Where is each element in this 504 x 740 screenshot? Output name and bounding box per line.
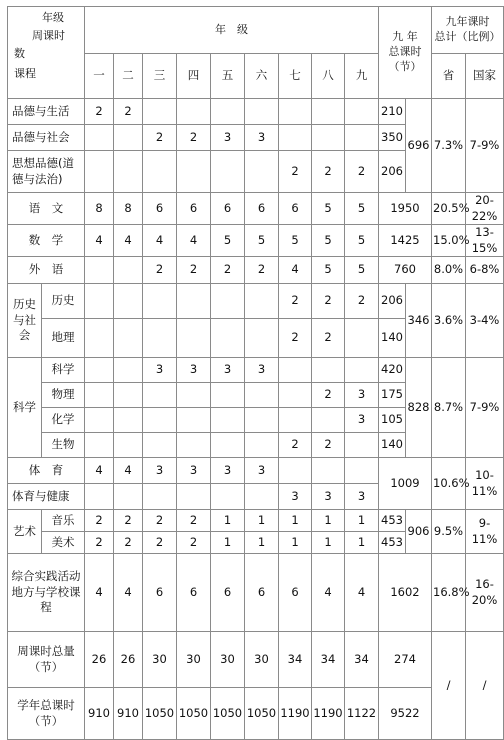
subject-label: 数 学 — [8, 225, 85, 257]
hours-cell: 2 — [312, 433, 345, 458]
hours-cell — [143, 484, 177, 510]
hours-cell: 5 — [211, 225, 245, 257]
hours-cell: 2 — [312, 319, 345, 358]
table-row — [8, 284, 504, 319]
subject-label: 体 育 — [8, 458, 85, 484]
subtotal-cell: 140 — [379, 433, 406, 458]
hours-cell — [143, 408, 177, 433]
hours-cell: 2 — [312, 284, 345, 319]
ratio-national-cell: 13-15% — [466, 225, 504, 257]
hours-cell — [279, 383, 312, 408]
hours-cell — [177, 383, 211, 408]
subject-label: 综合实践活动地方与学校课程 — [8, 554, 85, 632]
hours-cell — [312, 408, 345, 433]
grade-header: 六 — [245, 54, 279, 99]
hours-cell: 34 — [312, 632, 345, 688]
group-label: 科学 — [8, 358, 42, 458]
hours-cell — [177, 484, 211, 510]
hours-cell: 3 — [245, 358, 279, 383]
ratio-national-cell: 3-4% — [466, 284, 504, 358]
hours-cell: 8 — [114, 193, 143, 225]
hours-cell: 1190 — [312, 688, 345, 740]
group-sum-cell: 828 — [406, 358, 432, 458]
corner-header-cell — [8, 7, 85, 99]
hours-cell — [177, 284, 211, 319]
hours-cell — [279, 358, 312, 383]
hours-cell — [211, 319, 245, 358]
hours-cell — [143, 433, 177, 458]
total-hours-header — [379, 7, 432, 99]
ratio-national-cell: 6-8% — [466, 257, 504, 284]
hours-cell: 3 — [345, 408, 379, 433]
table-row — [8, 99, 504, 125]
hours-cell: 2 — [143, 510, 177, 532]
subtotal-cell: 206 — [379, 284, 406, 319]
ratio-national-header: 国家 — [466, 54, 504, 99]
total-hours-cell: 9522 — [379, 688, 432, 740]
hours-cell — [279, 458, 312, 484]
hours-cell: 3 — [177, 358, 211, 383]
hours-cell: 5 — [345, 225, 379, 257]
hours-cell: 34 — [279, 632, 312, 688]
hours-cell: 2 — [177, 510, 211, 532]
hours-cell: 5 — [312, 225, 345, 257]
hours-cell: 5 — [279, 225, 312, 257]
subject-label: 周课时总量（节） — [8, 632, 85, 688]
hours-cell: 26 — [114, 632, 143, 688]
hours-cell — [85, 484, 114, 510]
grade-header: 八 — [312, 54, 345, 99]
subtotal-cell: 140 — [379, 319, 406, 358]
subject-label: 历史 — [42, 284, 85, 319]
hours-cell: 6 — [245, 193, 279, 225]
hours-cell: 3 — [211, 125, 245, 151]
ratio-national-cell: 9-11% — [466, 510, 504, 554]
total-header-line-3: （节） — [388, 59, 422, 73]
hours-cell — [245, 99, 279, 125]
hours-cell: 4 — [85, 554, 114, 632]
hours-cell — [312, 358, 345, 383]
hours-cell — [345, 125, 379, 151]
hours-cell: 5 — [345, 257, 379, 284]
hours-cell — [211, 383, 245, 408]
ratio-province-cell: 3.6% — [432, 284, 466, 358]
ratio-province-cell: 20.5% — [432, 193, 466, 225]
ratio-header-line-2: 总计（比例） — [434, 30, 501, 43]
ratio-national-cell: 16-20% — [466, 554, 504, 632]
hours-cell — [143, 99, 177, 125]
hours-cell — [245, 484, 279, 510]
hours-cell — [177, 408, 211, 433]
subtotal-cell: 206 — [379, 151, 406, 193]
hours-cell — [177, 99, 211, 125]
hours-cell: 2 — [177, 532, 211, 554]
hours-cell: 1050 — [211, 688, 245, 740]
ratio-national-cell: 10-11% — [466, 458, 504, 510]
total-hours-cell: 1950 — [379, 193, 432, 225]
hours-cell: 2 — [85, 99, 114, 125]
grade-header: 七 — [279, 54, 312, 99]
group-label: 艺术 — [8, 510, 42, 554]
hours-cell: 2 — [114, 532, 143, 554]
hours-cell: 4 — [345, 554, 379, 632]
hours-cell — [114, 257, 143, 284]
subject-label: 美术 — [42, 532, 85, 554]
hours-cell: 6 — [211, 193, 245, 225]
grade-group-header: 年 级 — [85, 7, 379, 54]
hours-cell — [211, 99, 245, 125]
hours-cell: 1 — [279, 510, 312, 532]
hours-cell — [245, 151, 279, 193]
hours-cell — [312, 125, 345, 151]
ratio-national-cell: 7-9% — [466, 99, 504, 193]
grade-header: 五 — [211, 54, 245, 99]
hours-cell: 4 — [114, 225, 143, 257]
hours-cell — [279, 125, 312, 151]
hours-cell — [85, 151, 114, 193]
hours-cell: 1 — [345, 532, 379, 554]
hours-cell — [177, 433, 211, 458]
subject-label: 外 语 — [8, 257, 85, 284]
grade-header: 二 — [114, 54, 143, 99]
hours-cell — [211, 484, 245, 510]
hours-cell — [114, 358, 143, 383]
hours-cell: 1122 — [345, 688, 379, 740]
subject-label: 音乐 — [42, 510, 85, 532]
hours-cell — [114, 125, 143, 151]
hours-cell: 2 — [143, 257, 177, 284]
total-header-line-1: 九 年 — [392, 30, 418, 44]
ratio-province-cell: 9.5% — [432, 510, 466, 554]
hours-cell: 4 — [85, 225, 114, 257]
table-row — [8, 225, 504, 257]
hours-cell: 1 — [245, 532, 279, 554]
subtotal-cell: 175 — [379, 383, 406, 408]
table-row — [8, 193, 504, 225]
hours-cell — [211, 433, 245, 458]
hours-cell: 1 — [211, 510, 245, 532]
hours-cell — [345, 433, 379, 458]
hours-cell: 2 — [143, 125, 177, 151]
hours-cell — [211, 151, 245, 193]
hours-cell: 2 — [211, 257, 245, 284]
hours-cell: 2 — [279, 284, 312, 319]
subtotal-cell: 105 — [379, 408, 406, 433]
hours-cell — [114, 151, 143, 193]
hours-cell: 3 — [211, 358, 245, 383]
total-hours-cell: 1602 — [379, 554, 432, 632]
ratio-province-cell: 8.7% — [432, 358, 466, 458]
hours-cell: 2 — [279, 433, 312, 458]
hours-cell — [114, 284, 143, 319]
hours-cell — [85, 284, 114, 319]
ratio-header — [432, 7, 504, 54]
hours-cell: 6 — [177, 554, 211, 632]
table-row — [8, 632, 504, 688]
hours-cell — [345, 99, 379, 125]
total-hours-cell: 1425 — [379, 225, 432, 257]
hours-cell: 4 — [85, 458, 114, 484]
hours-cell — [312, 99, 345, 125]
ratio-province-cell: 8.0% — [432, 257, 466, 284]
subject-label: 思想品德(道德与法治) — [8, 151, 85, 193]
hours-cell: 2 — [177, 125, 211, 151]
hours-cell: 1 — [211, 532, 245, 554]
hours-cell: 4 — [312, 554, 345, 632]
group-sum-cell: 906 — [406, 510, 432, 554]
table-row — [8, 458, 504, 484]
hours-cell — [245, 433, 279, 458]
ratio-province-header: 省 — [432, 54, 466, 99]
hours-cell: 4 — [114, 554, 143, 632]
hours-cell — [177, 151, 211, 193]
hours-cell: 4 — [177, 225, 211, 257]
hours-cell: 3 — [211, 458, 245, 484]
table-row — [8, 688, 504, 740]
subject-label: 品德与社会 — [8, 125, 85, 151]
hours-cell — [85, 433, 114, 458]
hours-cell: 1050 — [245, 688, 279, 740]
hours-cell — [345, 358, 379, 383]
corner-count-label: 数 — [14, 47, 25, 60]
ratio-province-cell: 15.0% — [432, 225, 466, 257]
hours-cell — [279, 99, 312, 125]
header-row-1 — [8, 7, 504, 54]
hours-cell: 30 — [245, 632, 279, 688]
subtotal-cell: 350 — [379, 125, 406, 151]
hours-cell: 2 — [345, 151, 379, 193]
hours-cell: 2 — [114, 99, 143, 125]
hours-cell: 8 — [85, 193, 114, 225]
hours-cell: 3 — [143, 458, 177, 484]
grade-header: 四 — [177, 54, 211, 99]
hours-cell: 4 — [279, 257, 312, 284]
ratio-header-line-1: 九年课时 — [445, 15, 490, 29]
hours-cell: 1 — [312, 532, 345, 554]
hours-cell — [312, 458, 345, 484]
subject-label: 品德与生活 — [8, 99, 85, 125]
hours-cell: 30 — [177, 632, 211, 688]
ratio-province-cell: 10.6% — [432, 458, 466, 510]
subject-label: 体育与健康 — [8, 484, 85, 510]
hours-cell — [85, 358, 114, 383]
subject-label: 科学 — [42, 358, 85, 383]
hours-cell: 6 — [177, 193, 211, 225]
hours-cell: 3 — [345, 383, 379, 408]
hours-cell: 2 — [312, 383, 345, 408]
hours-cell: 6 — [279, 554, 312, 632]
hours-cell: 1 — [245, 510, 279, 532]
hours-cell: 2 — [85, 532, 114, 554]
ratio-national-cell: 7-9% — [466, 358, 504, 458]
hours-cell: 5 — [245, 225, 279, 257]
hours-cell — [114, 383, 143, 408]
hours-cell: 3 — [279, 484, 312, 510]
hours-cell: 5 — [312, 257, 345, 284]
group-label: 历史与社会 — [8, 284, 42, 358]
hours-cell: 1 — [345, 510, 379, 532]
hours-cell: 910 — [114, 688, 143, 740]
hours-cell: 2 — [85, 510, 114, 532]
hours-cell: 2 — [114, 510, 143, 532]
hours-cell: 3 — [177, 458, 211, 484]
group-sum-cell: 346 — [406, 284, 432, 358]
hours-cell — [114, 319, 143, 358]
hours-cell — [245, 383, 279, 408]
hours-cell: 2 — [143, 532, 177, 554]
hours-cell: 2 — [279, 151, 312, 193]
hours-cell — [114, 433, 143, 458]
hours-cell: 34 — [345, 632, 379, 688]
grade-header: 三 — [143, 54, 177, 99]
hours-cell: 1050 — [143, 688, 177, 740]
hours-cell: 26 — [85, 632, 114, 688]
hours-cell: 2 — [279, 319, 312, 358]
grade-header: 九 — [345, 54, 379, 99]
hours-cell: 1050 — [177, 688, 211, 740]
subtotal-cell: 453 — [379, 532, 406, 554]
hours-cell — [114, 484, 143, 510]
subject-label: 学年总课时（节） — [8, 688, 85, 740]
total-hours-cell: 1009 — [379, 458, 432, 510]
hours-cell — [85, 257, 114, 284]
hours-cell: 6 — [211, 554, 245, 632]
total-hours-cell: 274 — [379, 632, 432, 688]
corner-course-label: 课程 — [14, 67, 36, 80]
hours-cell: 4 — [114, 458, 143, 484]
subtotal-cell: 210 — [379, 99, 406, 125]
subject-label: 化学 — [42, 408, 85, 433]
hours-cell: 2 — [245, 257, 279, 284]
curriculum-hours-table — [7, 6, 504, 740]
hours-cell — [143, 151, 177, 193]
table-row — [8, 257, 504, 284]
hours-cell: 6 — [143, 554, 177, 632]
ratio-province-cell: / — [432, 632, 466, 740]
corner-grade-label: 年级 — [42, 11, 64, 24]
total-hours-cell: 760 — [379, 257, 432, 284]
table-row — [8, 510, 504, 532]
hours-cell: 2 — [177, 257, 211, 284]
hours-cell: 4 — [143, 225, 177, 257]
hours-cell: 3 — [143, 358, 177, 383]
ratio-province-cell: 16.8% — [432, 554, 466, 632]
corner-weekly-label: 周课时 — [32, 29, 65, 42]
hours-cell: 1 — [279, 532, 312, 554]
hours-cell: 6 — [245, 554, 279, 632]
hours-cell: 3 — [345, 484, 379, 510]
hours-cell: 30 — [211, 632, 245, 688]
hours-cell: 3 — [245, 458, 279, 484]
hours-cell: 5 — [312, 193, 345, 225]
hours-cell: 3 — [312, 484, 345, 510]
ratio-national-cell: / — [466, 632, 504, 740]
ratio-province-cell: 7.3% — [432, 99, 466, 193]
hours-cell — [114, 408, 143, 433]
hours-cell: 910 — [85, 688, 114, 740]
hours-cell — [85, 408, 114, 433]
hours-cell — [245, 408, 279, 433]
hours-cell — [177, 319, 211, 358]
group-sum-cell: 696 — [406, 99, 432, 193]
subject-label: 生物 — [42, 433, 85, 458]
total-header-line-2: 总课时 — [388, 45, 422, 59]
hours-cell — [211, 408, 245, 433]
ratio-national-cell: 20-22% — [466, 193, 504, 225]
hours-cell: 6 — [279, 193, 312, 225]
hours-cell — [143, 383, 177, 408]
hours-cell — [85, 383, 114, 408]
hours-cell — [279, 408, 312, 433]
subject-label: 物理 — [42, 383, 85, 408]
hours-cell: 5 — [345, 193, 379, 225]
hours-cell — [143, 284, 177, 319]
hours-cell — [211, 284, 245, 319]
hours-cell — [143, 319, 177, 358]
hours-cell: 1 — [312, 510, 345, 532]
hours-cell — [345, 458, 379, 484]
subtotal-cell: 420 — [379, 358, 406, 383]
hours-cell: 2 — [312, 151, 345, 193]
hours-cell — [345, 319, 379, 358]
subtotal-cell: 453 — [379, 510, 406, 532]
table-row — [8, 554, 504, 632]
hours-cell: 3 — [245, 125, 279, 151]
hours-cell: 30 — [143, 632, 177, 688]
hours-cell — [85, 319, 114, 358]
subject-label: 地理 — [42, 319, 85, 358]
hours-cell: 2 — [345, 284, 379, 319]
hours-cell — [85, 125, 114, 151]
subject-label: 语 文 — [8, 193, 85, 225]
hours-cell — [245, 284, 279, 319]
hours-cell — [245, 319, 279, 358]
table-row — [8, 358, 504, 383]
hours-cell: 1190 — [279, 688, 312, 740]
grade-header: 一 — [85, 54, 114, 99]
hours-cell: 6 — [143, 193, 177, 225]
